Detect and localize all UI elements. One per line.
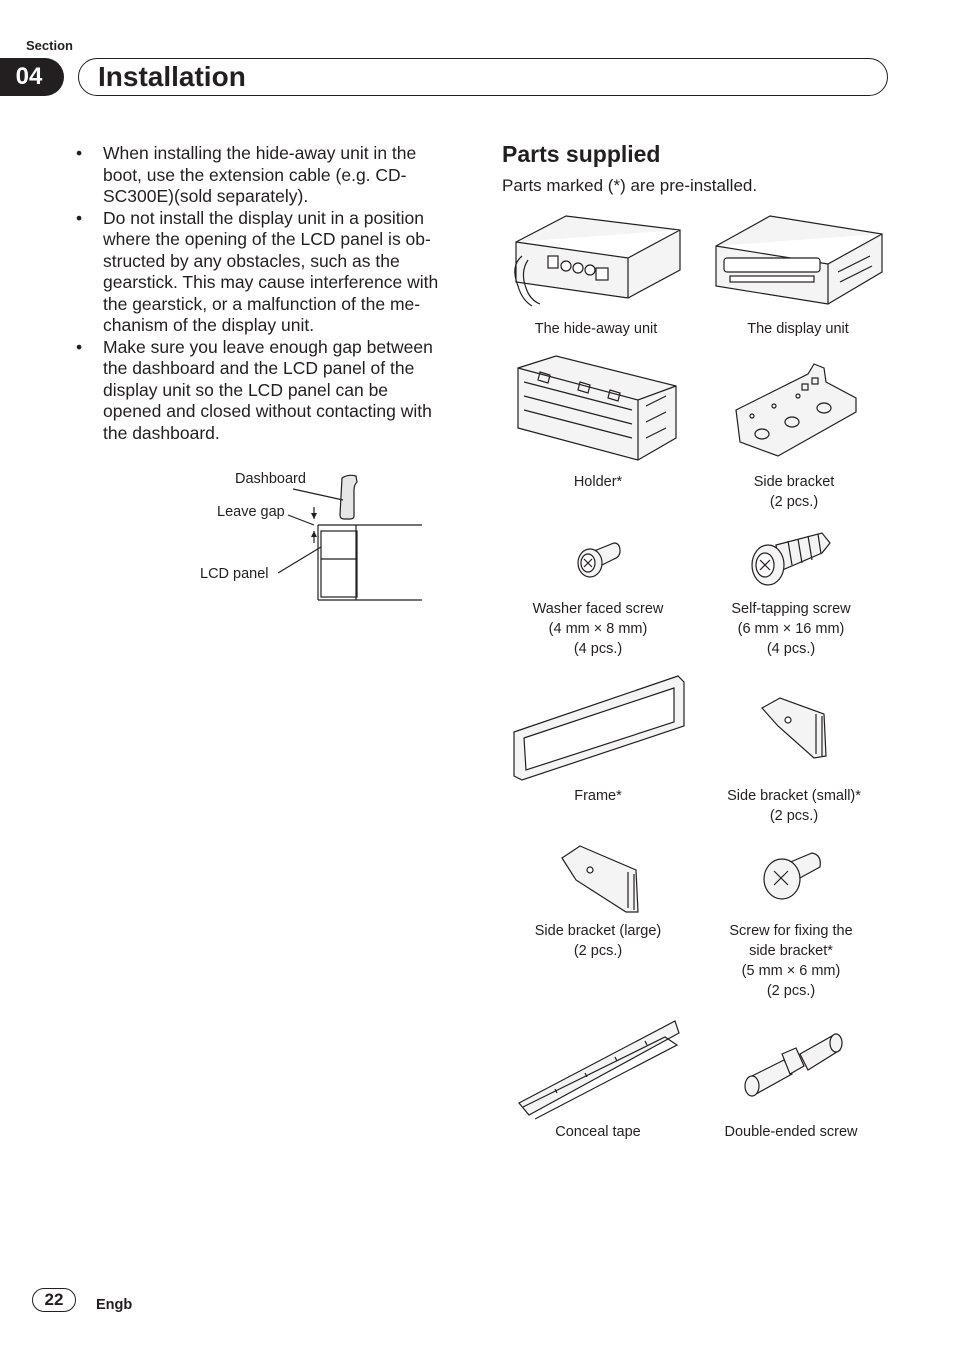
caption-line: (2 pcs.): [769, 808, 819, 824]
caption-line: (4 pcs.): [573, 641, 623, 657]
bullet-line: gearstick. This may cause interference with: [103, 272, 439, 292]
page-title: Installation: [98, 61, 246, 92]
instruction-item: [76, 208, 468, 337]
part-caption: [729, 921, 852, 1001]
caption-line: (2 pcs.): [573, 943, 623, 959]
caption-line: Conceal tape: [555, 1124, 641, 1140]
caption-line: (2 pcs.): [769, 494, 819, 510]
caption-line: (2 pcs.): [766, 983, 816, 999]
bullet-line: SC300E)(sold separately).: [103, 186, 309, 206]
bullet-line: the gearstick, or a malfunction of the me-: [103, 293, 421, 314]
lcd-panel-label: LCD panel: [200, 566, 269, 582]
bullet-line: structed by any obstacles, such as the: [103, 250, 400, 271]
side-bracket-small-illustration: [758, 692, 833, 762]
caption-line: The display unit: [747, 321, 849, 337]
caption-line: Side bracket (small)*: [727, 788, 861, 804]
side-bracket-illustration: [728, 360, 863, 470]
holder-illustration: [510, 352, 685, 467]
part-caption: [535, 319, 658, 339]
caption-line: Holder*: [573, 474, 623, 490]
caption-line: (4 mm × 8 mm): [548, 621, 648, 637]
side-bracket-large-illustration: [558, 840, 643, 915]
part-caption: [725, 1122, 858, 1142]
bullet-line: When installing the hide-away unit in the: [103, 143, 417, 163]
instruction-item: [76, 337, 468, 445]
language-code: Engb: [96, 1297, 133, 1313]
caption-line: Frame*: [574, 788, 622, 804]
part-caption: [574, 786, 622, 806]
caption-line: Self-tapping screw: [731, 601, 851, 617]
bullet-icon: •: [76, 207, 83, 228]
instruction-list: [76, 143, 468, 444]
caption-line: Screw for fixing the: [729, 923, 853, 939]
fixing-screw-illustration: [758, 849, 828, 904]
part-caption: [535, 921, 662, 961]
caption-line: Washer faced screw: [532, 601, 664, 617]
bullet-line: opened and closed without contacting with: [103, 401, 432, 421]
gap-diagram: [190, 465, 430, 610]
bullet-line: boot, use the extension cable (e.g. CD-: [103, 164, 407, 185]
bullet-icon: •: [76, 143, 83, 163]
section-label: Section: [26, 38, 73, 53]
part-caption: [555, 1122, 640, 1142]
self-tapping-screw-illustration: [748, 527, 833, 592]
bullet-line: Make sure you leave enough gap between: [103, 336, 433, 357]
caption-line: (4 pcs.): [766, 641, 816, 657]
caption-line: The hide-away unit: [534, 321, 658, 337]
frame-illustration: [510, 672, 688, 784]
caption-line: Side bracket (large): [534, 923, 662, 939]
part-caption: [727, 786, 861, 826]
part-caption: [754, 472, 835, 512]
bullet-line: the dashboard and the LCD panel of the: [103, 358, 415, 378]
conceal-tape-illustration: [515, 1015, 685, 1120]
part-caption: [747, 319, 849, 339]
parts-note: Parts marked (*) are pre-installed.: [502, 176, 758, 195]
caption-line: side bracket*: [749, 943, 833, 959]
bullet-line: chanism of the display unit.: [103, 315, 315, 335]
washer-faced-screw-illustration: [572, 537, 627, 582]
bullet-icon: •: [76, 336, 83, 357]
part-caption: [731, 599, 850, 659]
bullet-line: display unit so the LCD panel can be: [103, 379, 389, 400]
dashboard-label: Dashboard: [235, 471, 306, 487]
part-caption: [574, 472, 622, 492]
part-caption: [533, 599, 664, 659]
caption-line: Double-ended screw: [724, 1124, 858, 1140]
bullet-line: Do not install the display unit in a position: [103, 207, 425, 228]
caption-line: (5 mm × 6 mm): [741, 963, 841, 979]
display-unit-illustration: [710, 212, 890, 317]
bullet-line: the dashboard.: [103, 422, 220, 443]
double-ended-screw-illustration: [740, 1028, 845, 1103]
hide-away-unit-illustration: [508, 212, 688, 317]
caption-line: Side bracket: [753, 474, 835, 490]
bullet-line: where the opening of the LCD panel is ob-: [103, 229, 431, 249]
section-number-badge: 04: [0, 58, 64, 96]
caption-line: (6 mm × 16 mm): [737, 621, 845, 637]
page-number: 22: [32, 1288, 76, 1312]
parts-heading: Parts supplied: [502, 141, 661, 167]
leave-gap-label: Leave gap: [217, 504, 285, 520]
instruction-item: [76, 143, 468, 208]
